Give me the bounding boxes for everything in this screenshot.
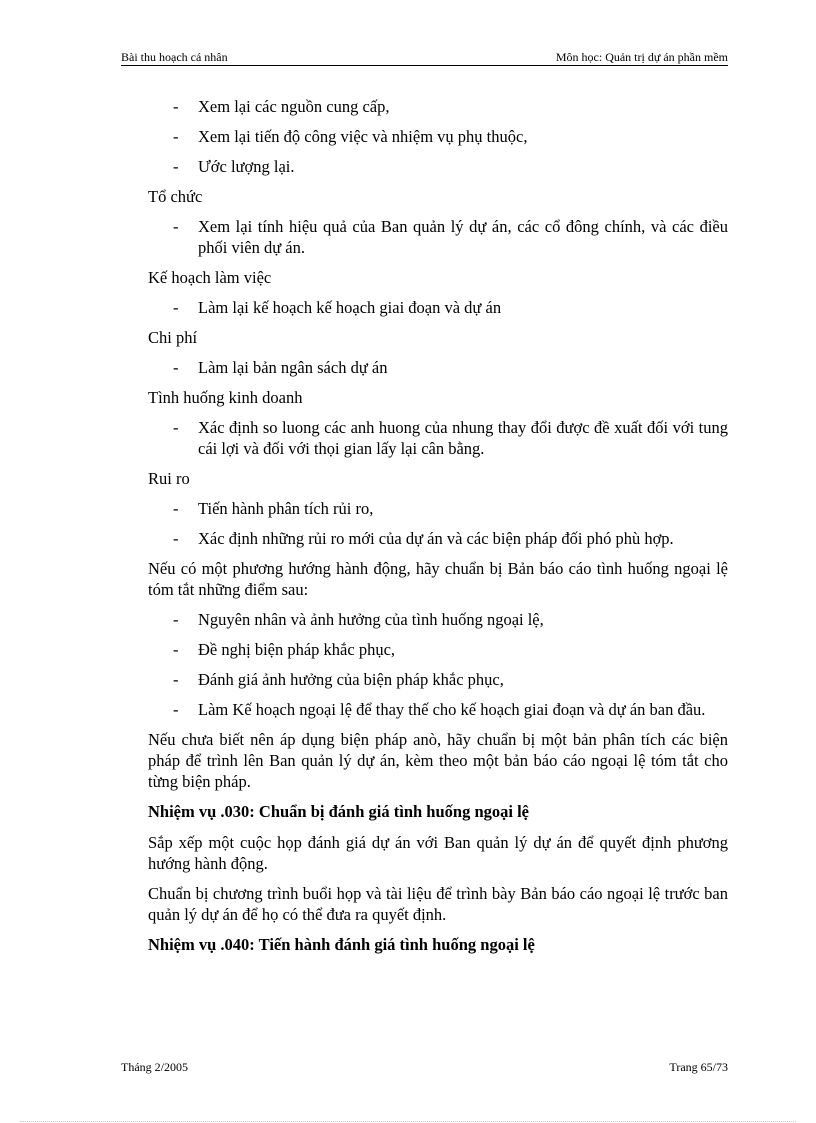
bullet-item bbox=[148, 609, 728, 630]
bullet-text: Xác định so luong các anh huong của nhung thay đổi được đề xuất đối với tung cái lợi và đối với thọi gian lấy lại cân bằng. bbox=[198, 418, 728, 458]
bullet-dash: - bbox=[173, 127, 179, 146]
bullet-dash: - bbox=[173, 298, 179, 317]
bullet-item bbox=[148, 297, 728, 318]
bullet-text: Xem lại tiến độ công việc và nhiệm vụ phụ thuộc, bbox=[198, 127, 528, 146]
bullet-item bbox=[148, 96, 728, 117]
bullet-text: Đề nghị biện pháp khắc phục, bbox=[198, 640, 396, 659]
section-heading: Tổ chức bbox=[148, 187, 203, 206]
bullet-text: Xem lại tính hiệu quả của Ban quản lý dự án, các cổ đông chính, và các điều phối viên dự án. bbox=[198, 217, 728, 257]
bullet-item bbox=[148, 156, 728, 177]
bullet-text: Làm lại bản ngân sách dự án bbox=[198, 358, 388, 377]
page-footer bbox=[121, 1060, 728, 1074]
paragraph: Sắp xếp một cuộc họp đánh giá dự án với Ban quản lý dự án để quyết định phương hướng hành động. bbox=[148, 833, 728, 873]
bullet-item bbox=[148, 699, 728, 720]
section-heading: Tình huống kinh doanh bbox=[148, 388, 303, 407]
bullet-dash: - bbox=[173, 700, 179, 719]
footer-page-number: Trang 65/73 bbox=[669, 1060, 728, 1074]
bullet-text: Xác định những rủi ro mới của dự án và các biện pháp đối phó phù hợp. bbox=[198, 529, 674, 548]
bullet-item bbox=[148, 417, 728, 459]
section-heading: Kế hoạch làm việc bbox=[148, 268, 272, 287]
bullet-dash: - bbox=[173, 529, 179, 548]
bullet-dash: - bbox=[173, 610, 179, 629]
document-body bbox=[148, 96, 728, 965]
section-heading: Rui ro bbox=[148, 469, 190, 488]
paragraph: Chuẩn bị chương trình buổi họp và tài liệu để trình bày Bản báo cáo ngoại lệ trước ban quản lý dự án để họ có thể đưa ra quyết định. bbox=[148, 884, 728, 924]
bullet-text: Ước lượng lại. bbox=[198, 157, 295, 176]
bullet-dash: - bbox=[173, 640, 179, 659]
paragraph: Nếu có một phương hướng hành động, hãy chuẩn bị Bản báo cáo tình huống ngoại lệ tóm tắt những điểm sau: bbox=[148, 559, 728, 599]
bullet-dash: - bbox=[173, 670, 179, 689]
paragraph: Nếu chưa biết nên áp dụng biện pháp anò, hãy chuẩn bị một bản phân tích các biện pháp để trình lên Ban quản lý dự án, kèm theo một bản báo cáo ngoại lệ tóm tắt cho từng biện pháp. bbox=[148, 730, 728, 791]
bullet-text: Làm Kế hoạch ngoại lệ để thay thế cho kế hoạch giai đoạn và dự án ban đầu. bbox=[198, 700, 706, 719]
bullet-dash: - bbox=[173, 97, 179, 116]
bullet-dash: - bbox=[173, 499, 179, 518]
task-heading: Nhiệm vụ .030: Chuẩn bị đánh giá tình huống ngoại lệ bbox=[148, 802, 529, 821]
header-left: Bài thu hoạch cá nhân bbox=[121, 50, 228, 64]
bullet-item bbox=[148, 357, 728, 378]
section-heading: Chi phí bbox=[148, 328, 198, 347]
bullet-text: Đánh giá ảnh hưởng của biện pháp khắc phục, bbox=[198, 670, 504, 689]
bullet-text: Nguyên nhân và ảnh hưởng của tình huống ngoại lệ, bbox=[198, 610, 544, 629]
bullet-item bbox=[148, 669, 728, 690]
bullet-item bbox=[148, 639, 728, 660]
task-heading: Nhiệm vụ .040: Tiến hành đánh giá tình huống ngoại lệ bbox=[148, 935, 535, 954]
header-right: Môn học: Quản trị dự án phần mềm bbox=[555, 50, 728, 64]
footer-date: Tháng 2/2005 bbox=[121, 1060, 188, 1074]
page-header bbox=[121, 50, 728, 66]
bullet-text: Tiến hành phân tích rủi ro, bbox=[198, 499, 374, 518]
bullet-item bbox=[148, 528, 728, 549]
bullet-text: Xem lại các nguồn cung cấp, bbox=[198, 97, 390, 116]
page-bottom-rule bbox=[20, 1121, 796, 1122]
bullet-item bbox=[148, 126, 728, 147]
bullet-item bbox=[148, 216, 728, 258]
bullet-dash: - bbox=[173, 157, 179, 176]
bullet-text: Làm lại kế hoạch kế hoạch giai đoạn và dự án bbox=[198, 298, 502, 317]
bullet-item bbox=[148, 498, 728, 519]
bullet-dash: - bbox=[173, 358, 179, 377]
bullet-dash: - bbox=[173, 418, 179, 437]
bullet-dash: - bbox=[173, 217, 179, 236]
